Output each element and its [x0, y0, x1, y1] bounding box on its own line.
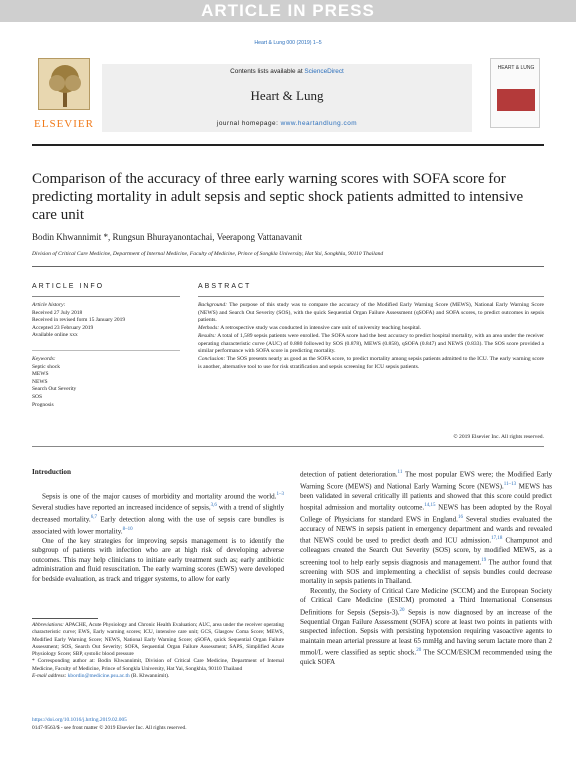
keyword: Prognosis — [32, 401, 54, 408]
journal-masthead — [102, 64, 472, 132]
issn-line: 0147-9563/$ - see front matter © 2019 Elsevier Inc. All rights reserved. — [32, 725, 187, 731]
keywords — [32, 356, 180, 409]
abstract-text — [198, 302, 544, 371]
journal-homepage — [102, 120, 472, 127]
email-label: E-mail address: — [32, 673, 68, 680]
body-text: Several studies evaluated the accuracy of NEWS in sepsis patient in emergency department and wards and revealed that NEWS could be used to predict death and ICU admission. — [300, 515, 552, 545]
reference-link[interactable]: 11–13 — [503, 481, 517, 487]
abstract-conclusion: The SOS presents nearly as good as the SOFA score, to predict mortality among sepsis patients admitted to the ICU. The early warning score is another, alternative tool to use for risk stratification and sepsis screening for ICU sepsis patients. — [198, 355, 544, 370]
abstract-methods-label: Methods: — [198, 325, 220, 332]
email-suffix: (B. Khwannimit). — [129, 673, 170, 680]
elsevier-logo[interactable] — [32, 54, 96, 136]
body-text: Champunot and colleagues created the Search Out Severity (SOS) score, by modified MEWS, as a screening tool to help early sepsis diagnosis and management. — [300, 536, 552, 567]
elsevier-wordmark: ELSEVIER — [34, 118, 94, 130]
article-in-press-banner — [0, 0, 576, 22]
body-text: The author found that screening with SOS and implementing a checklist of sepsis bundles could decrease mortality in sepsis patients in Thailand. — [300, 558, 552, 586]
abstract-results: A total of 1,589 sepsis patients were enrolled. The SOFA score had the best accuracy to predict hospital mortality, with an area under the receiver operating characteristic curve (AUC) of 0.880 followed by SOS (0.878), MEWS (0.858), qSOFA (0.847) and NEWS (0.833). The SOS score provided a similar performance with SOFA score in predicting mortality. — [198, 332, 544, 355]
body-text: The SCCM/ESICM recommended using the quick SOFA — [300, 648, 552, 666]
email-link[interactable]: kbordin@medicine.psu.ac.th — [67, 673, 130, 680]
body-paragraph — [300, 468, 552, 587]
abbreviations-footnote — [32, 622, 284, 658]
reference-link[interactable]: 14,15 — [424, 503, 436, 509]
journal-title: Heart & Lung — [250, 88, 324, 103]
abbreviations-text: APACHE, Acute Physiology and Chronic Health Evaluation; AUC, area under the receiver operating characteristic curve; EWS, Early warning scores; ICU, intensive care unit; GCS, Glasgow Coma Score; MEWS, Modified Early Warning Score; NEWS, National Early Warning Score; qSOFA, quick Sequential Organ Failure Assessment; SOS, Search Out Severity; SOFA, Sequential Organ Failure Assessment; SAPS, Simplified Acute Physiology Score; SBP, systolic blood pressure — [32, 622, 284, 658]
history-revised: Received in revised form 15 January 2019 — [32, 317, 126, 324]
article-info-rule — [32, 296, 180, 297]
reference-link[interactable]: 11 — [397, 470, 403, 475]
keyword: SOS — [32, 393, 43, 400]
body-text: Sepsis is one of the major causes of morbidity and mortality around the world. — [42, 491, 277, 500]
header-divider — [32, 144, 544, 146]
contents-line — [102, 68, 472, 75]
sciencedirect-link[interactable]: ScienceDirect — [304, 68, 344, 75]
abstract-divider — [32, 446, 544, 447]
body-text: Several studies have reported an increased incidence of sepsis, — [32, 503, 211, 512]
abstract-conclusion-label: Conclusion: — [198, 355, 226, 362]
banner-text: ARTICLE IN PRESS — [201, 1, 375, 20]
corresponding-author-footnote: * Corresponding author at: Bodin Khwannimit, Division of Critical Care Medicine, Department of Internal Medicine, Faculty of Medicine, Prince of Songkla University, Hat Yai, Songkhla, 90110 Thailand — [32, 658, 284, 672]
author-affiliation: Division of Critical Care Medicine, Department of Internal Medicine, Faculty of Medicine, Prince of Songkla University, Hat Yai, Songkhla, 90110 Thailand — [32, 251, 384, 257]
body-column-left — [32, 468, 284, 584]
history-received: Received 27 July 2018 — [32, 309, 83, 316]
keywords-label: Keywords: — [32, 356, 56, 362]
body-text: Recently, the Society of Critical Care Medicine (SCCM) and the European Society of Critical Care Medicine (ESICM) promoted a Third International Consensus Definitions for Sepsis (Sepsis-3). — [300, 586, 552, 617]
body-column-right — [300, 468, 552, 667]
abstract-heading: ABSTRACT — [198, 283, 252, 290]
body-paragraph — [32, 490, 284, 537]
keywords-rule — [32, 350, 180, 351]
journal-citation[interactable]: Heart & Lung 000 (2019) 1–5 — [254, 40, 322, 46]
abstract-background: The purpose of this study was to compare the accuracy of the Modified Early Warning Score (MEWS), National Early Warning Score (NEWS) and Search Out Severity (SOS), with the quick Sequential Organ Failure Assessment (qSOFA) and SOFA scores, to predict outcomes in sepsis patients. — [198, 302, 544, 324]
cover-image — [497, 89, 535, 111]
abstract-rule — [198, 296, 544, 297]
homepage-link[interactable]: www.heartandlung.com — [280, 120, 358, 127]
keyword: MEWS — [32, 371, 49, 378]
body-paragraph: One of the key strategies for improving sepsis management is to identify the subgroup of patients with infection who are at high risk of developing adverse outcomes. This may help clinicians to initiate early treatment such as; early antibiotic administration and fluid resuscitation. The early warning scores (EWS) were developed for bedside evaluation, as track and trigger systems, to allow for early — [32, 536, 284, 583]
body-text: NEWS has been adopted by the Royal College of Physicians for standard EWS in England. — [300, 503, 552, 524]
keyword: NEWS — [32, 378, 48, 385]
journal-header — [32, 54, 544, 138]
abbreviations-label: Abbreviations: — [32, 622, 64, 628]
copyright-notice: © 2019 Elsevier Inc. All rights reserved. — [453, 434, 544, 440]
body-text: Early detection along with the use of sepsis care bundles is associated with lower mortality. — [32, 515, 284, 536]
journal-cover-thumbnail — [490, 58, 540, 128]
article-identifiers — [32, 716, 332, 732]
article-info-heading: ARTICLE INFO — [32, 283, 105, 290]
abstract-background-label: Background: — [198, 302, 227, 308]
reference-link[interactable]: 17,18 — [491, 536, 503, 542]
reference-link[interactable]: 20 — [399, 607, 405, 613]
reference-link[interactable]: 8–10 — [122, 527, 133, 533]
reference-link[interactable]: 19 — [481, 557, 487, 563]
reference-link[interactable]: 1–3 — [276, 491, 284, 497]
introduction-heading: Introduction — [32, 468, 72, 476]
keyword: Septic shock — [32, 363, 60, 370]
history-accepted: Accepted 23 February 2019 — [32, 324, 94, 331]
elsevier-tree-icon — [38, 58, 90, 110]
doi-link[interactable]: https://doi.org/10.1016/j.hrtlng.2019.02.005 — [32, 717, 127, 723]
contents-prefix: Contents lists available at — [230, 68, 305, 75]
abstract-methods: A retrospective study was conducted in intensive care unit of university teaching hospital. — [219, 325, 422, 332]
abstract-results-label: Results: — [198, 332, 217, 339]
body-text: The most popular EWS were; the Modified Early Warning Score (MEWS) and National Early Warning Score (NEWS). — [300, 470, 552, 491]
body-paragraph — [300, 587, 552, 668]
body-text: MEWS has been validated in several critically ill patients and showed that this score could predict hospital admission and mortality outcome. — [300, 482, 552, 512]
keyword: Search Out Severity — [32, 386, 77, 393]
body-text: with a trend of slightly decreased mortality. — [32, 503, 284, 524]
reference-link[interactable]: 3,6 — [210, 503, 217, 509]
body-text: detection of patient deterioration. — [300, 470, 398, 479]
email-footnote — [32, 673, 284, 680]
reference-link[interactable]: 20 — [416, 648, 422, 654]
body-text: Sepsis is now diagnosed by an increase of the Sequential Organ Failure Assessment (SOFA) score at least two points in patients with suspected infection. Sepsis with persisting hypotension requiring vasoactive agents to maintain mean arterial pressure at least 65 mmHg and having serum lactate more than 2 mmol/L were classified as septic shock. — [300, 608, 553, 657]
reference-link[interactable]: 6,7 — [90, 515, 97, 521]
affiliation-divider — [32, 266, 544, 267]
footnote-divider — [32, 618, 98, 619]
author-list[interactable]: Bodin Khwannimit *, Rungsun Bhurayanontachai, Veerapong Vattanavanit — [32, 232, 303, 242]
cover-title: HEART & LUNG — [497, 65, 535, 71]
article-title: Comparison of the accuracy of three early warning scores with SOFA score for predicting mortality in adult sepsis and septic shock patients admitted to intensive care unit — [32, 171, 524, 223]
history-label: Article history: — [32, 302, 66, 308]
history-online: Available online xxx — [32, 332, 78, 339]
homepage-label: journal homepage: — [216, 120, 281, 127]
footnotes — [32, 622, 284, 680]
article-history — [32, 302, 180, 340]
reference-link[interactable]: 16 — [457, 515, 463, 521]
